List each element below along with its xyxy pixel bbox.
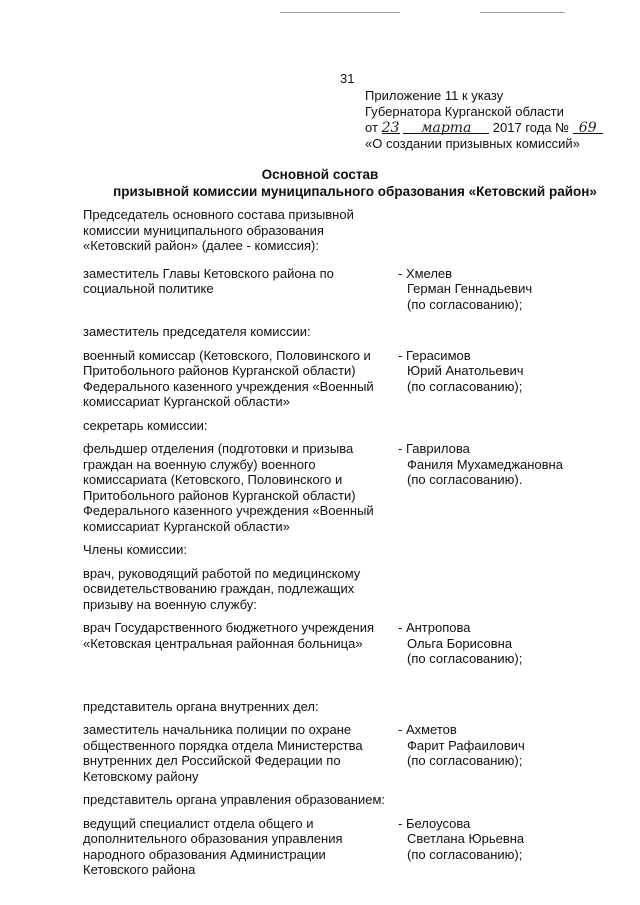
scan-edge-line xyxy=(280,12,400,13)
member-surname: - Герасимов xyxy=(398,347,471,363)
member-given-name: Герман Геннадьевич xyxy=(407,281,533,296)
member-name-block xyxy=(388,620,603,667)
day-field xyxy=(382,120,400,134)
title-line-2: призывной комиссии муниципального образования «Кетовский район» xyxy=(113,184,597,199)
member-row-education xyxy=(83,816,603,878)
member-name-block xyxy=(388,441,603,488)
member-position: военный комиссар (Кетовского, Половинского и Притобольного районов Курганской области) Федерального казенного учреждения «Военный комиссариат Курганской области» xyxy=(83,347,374,409)
member-position: врач Государственного бюджетного учреждения «Кетовская центральная районная больница» xyxy=(83,620,375,651)
deputy-heading: заместитель председателя комиссии: xyxy=(83,324,311,339)
member-given-name: Ольга Борисовна xyxy=(407,635,513,651)
member-position: ведущий специалист отдела общего и дополнительного образования управления народного образования Администрации Кетовского района xyxy=(83,815,343,877)
member-note: (по согласованию); xyxy=(407,296,523,312)
handwritten-month: марта xyxy=(420,120,472,136)
member-row-police xyxy=(83,722,603,784)
member-position: фельдшер отделения (подготовки и призыва граждан на военную службу) военного комиссариата (Кетовского, Половинского и Притобольного районов Курганской области) Федерального казенного учреждения «Военный комиссариат Курганской области» xyxy=(83,441,374,534)
members-heading: Члены комиссии: xyxy=(83,542,188,557)
member-given-name: Фаниля Мухамеджановна xyxy=(407,456,563,472)
scan-edge-line xyxy=(480,12,565,13)
member-position: заместитель начальника полиции по охране общественного порядка отдела Министерства внутренних дел Российской Федерации по Кетовскому району xyxy=(83,722,363,784)
doctor-heading: врач, руководящий работой по медицинскому освидетельствованию граждан, подлежащих призыву на военную службу: xyxy=(83,565,361,612)
member-row-chair xyxy=(83,266,603,313)
member-row-deputy xyxy=(83,348,603,410)
member-row-doctor xyxy=(83,620,603,667)
member-note: (по согласованию); xyxy=(407,651,523,666)
member-surname: - Ахметов xyxy=(398,722,457,737)
member-surname: - Гаврилова xyxy=(398,441,470,456)
member-surname: - Белоусова xyxy=(398,815,471,831)
member-note: (по согласованию); xyxy=(407,846,523,862)
appendix-line-4: «О создании призывных комиссий» xyxy=(365,136,580,151)
member-given-name: Светлана Юрьевна xyxy=(407,831,525,846)
appendix-block xyxy=(365,88,615,152)
member-note: (по согласованию). xyxy=(407,472,523,487)
member-position: заместитель Главы Кетовского района по социальной политике xyxy=(83,265,334,296)
member-name-block xyxy=(388,816,603,863)
handwritten-number: 69 xyxy=(578,120,597,136)
member-note: (по согласованию); xyxy=(407,753,523,768)
number-field xyxy=(573,120,603,134)
member-given-name: Фарит Рафаилович xyxy=(407,737,525,753)
title-line-1: Основной состав xyxy=(261,167,379,182)
chair-heading: Председатель основного состава призывной комиссии муниципального образования «Кетовский район» (далее - комиссия): xyxy=(83,207,354,253)
handwritten-day: 23 xyxy=(381,120,400,136)
from-label: от xyxy=(365,120,378,135)
education-heading: представитель органа управления образованием: xyxy=(83,792,386,807)
member-given-name: Юрий Анатольевич xyxy=(407,363,524,378)
appendix-line-2: Губернатора Курганской области xyxy=(365,104,564,119)
document-title xyxy=(0,166,640,200)
member-name-block xyxy=(388,266,603,313)
secretary-heading: секретарь комиссии: xyxy=(83,417,208,433)
member-surname: - Хмелев xyxy=(398,265,453,281)
member-surname: - Антропова xyxy=(398,620,471,635)
commission-list xyxy=(83,207,603,878)
police-heading: представитель органа внутренних дел: xyxy=(83,698,319,714)
member-row-secretary xyxy=(83,441,603,534)
month-field xyxy=(403,120,489,134)
year-text: 2017 года № xyxy=(492,120,570,135)
appendix-line-1: Приложение 11 к указу xyxy=(365,88,504,103)
member-name-block xyxy=(388,348,603,395)
appendix-date-line xyxy=(365,120,615,136)
page-number: 31 xyxy=(340,71,355,86)
member-note: (по согласованию); xyxy=(407,378,523,394)
member-name-block xyxy=(388,722,603,769)
